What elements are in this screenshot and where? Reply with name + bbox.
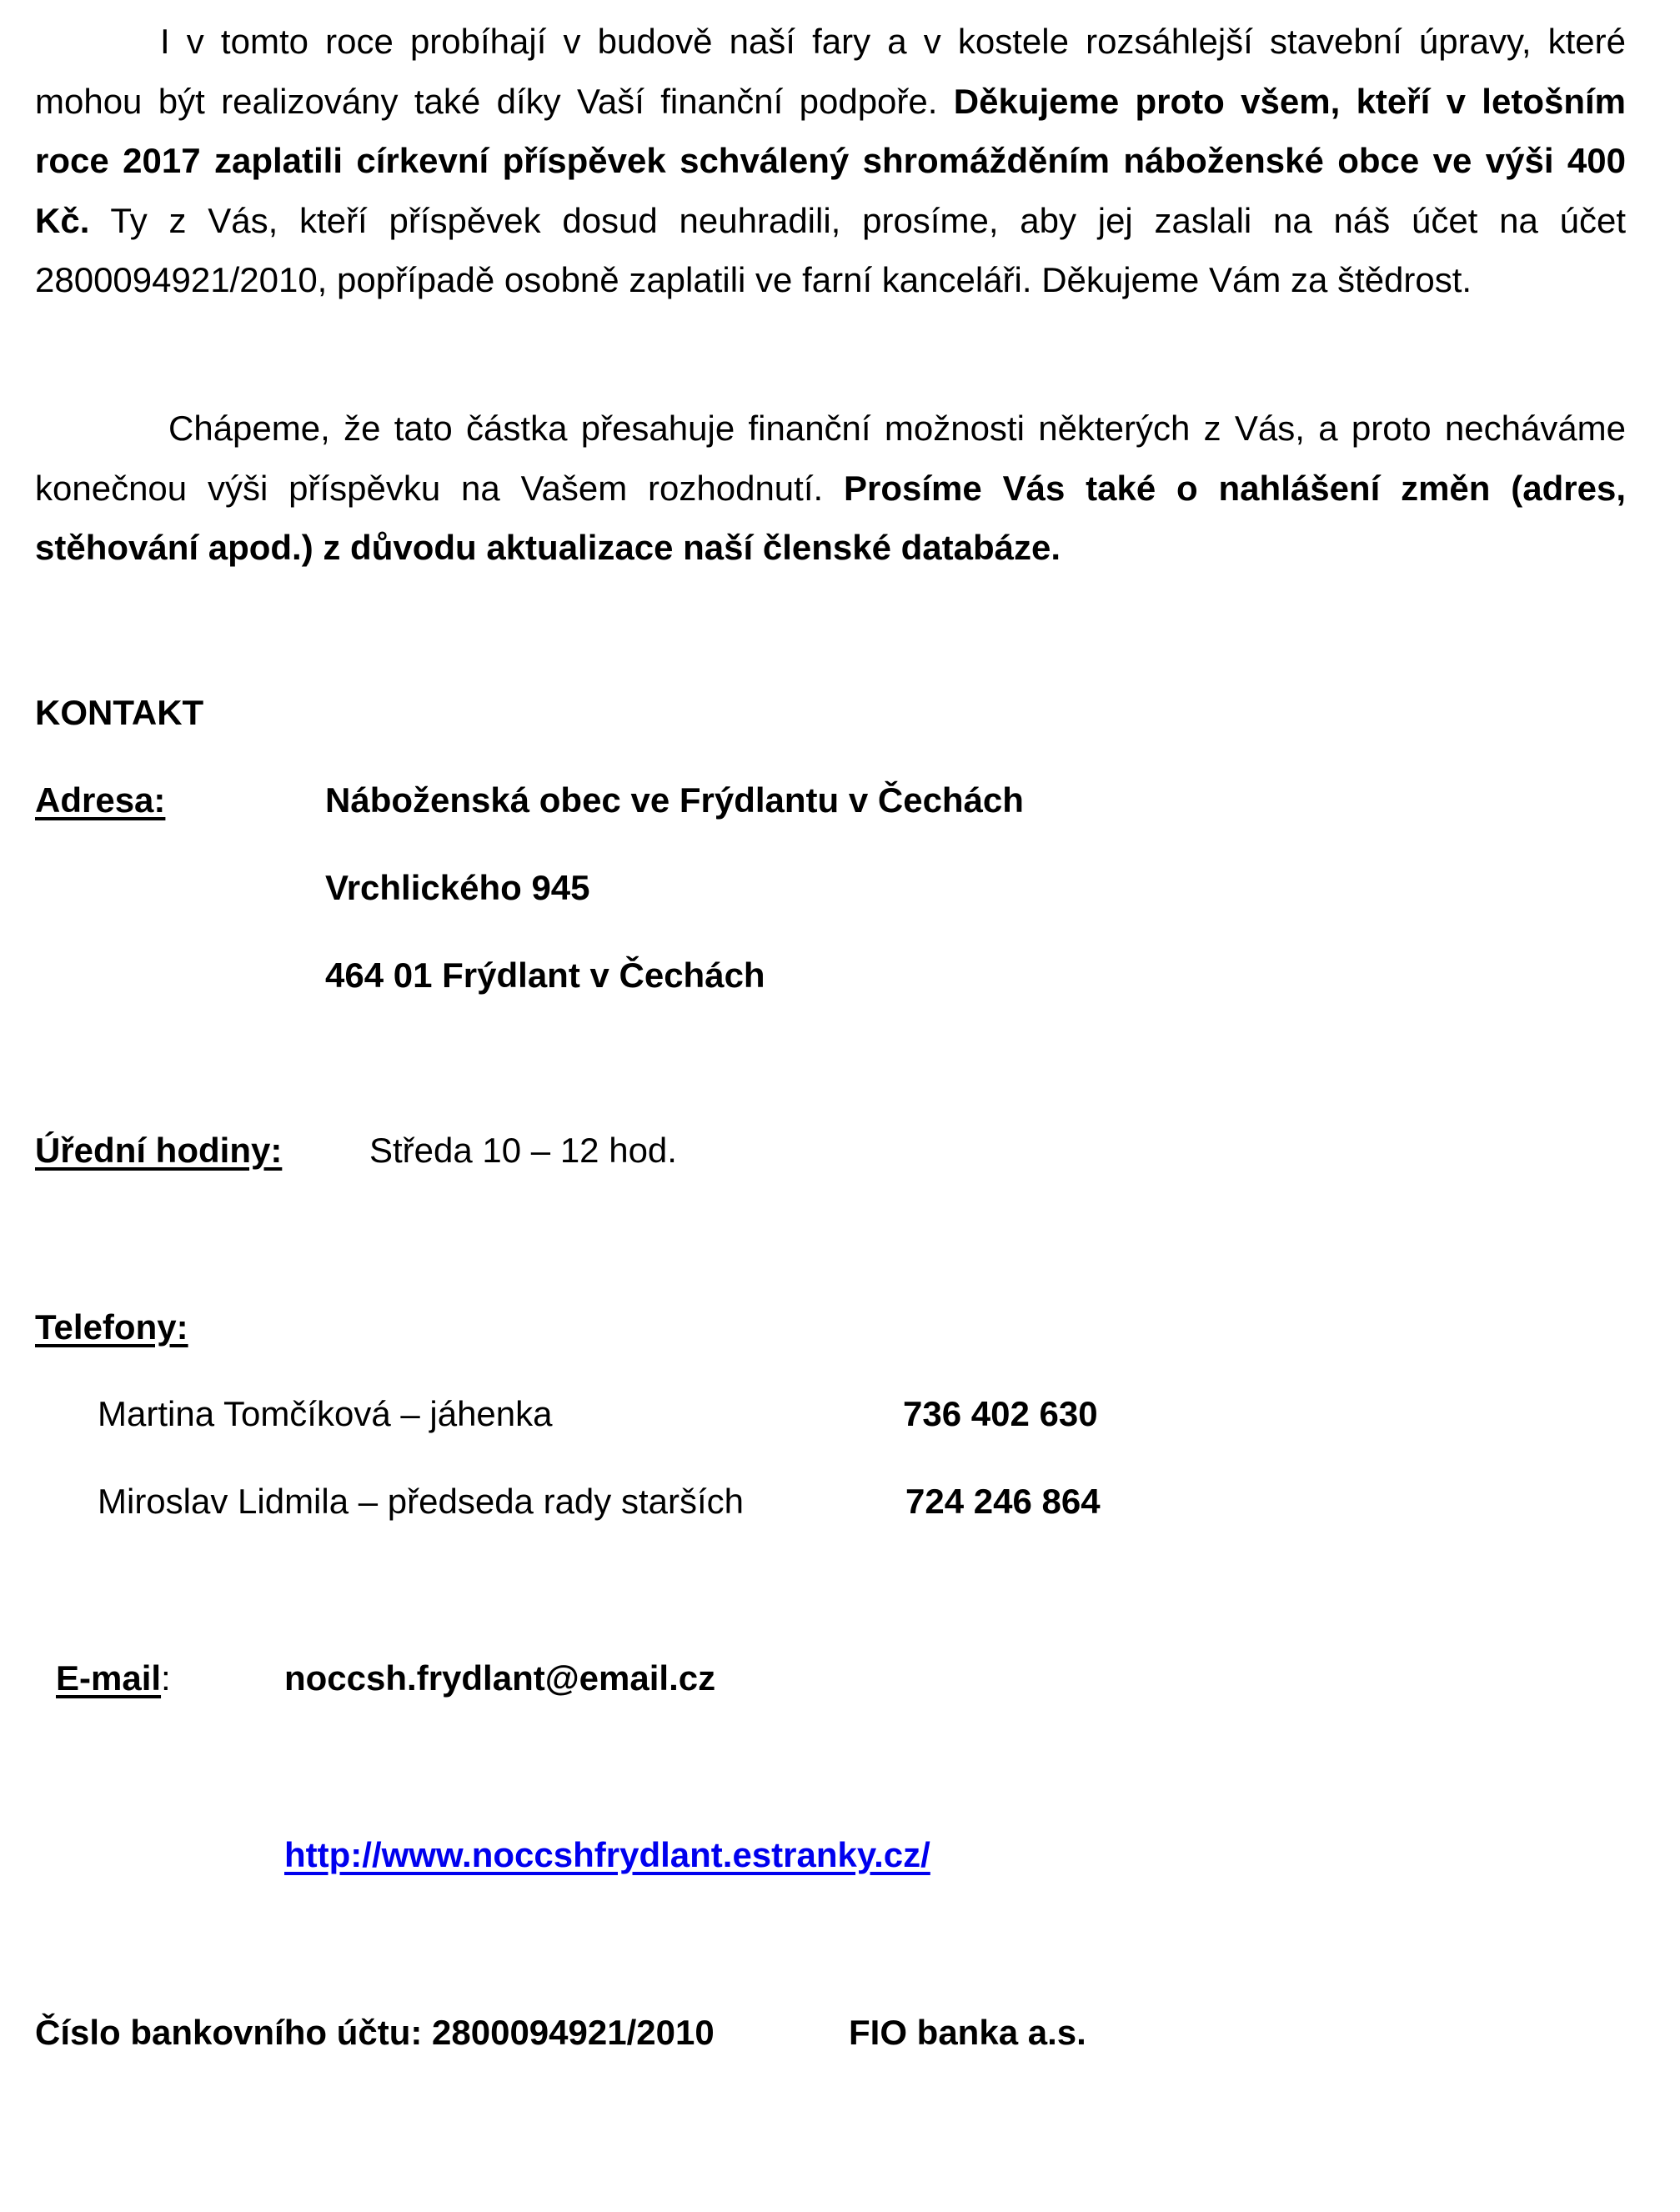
paragraph-donation-request: Ty z Vás, kteří příspěvek dosud neuhradili, prosíme, aby jej zaslali na náš účet na účet 2800094921/2010, popřípadě osobně zaplatili ve farní kanceláři. Děkujeme Vám za štědrost. bbox=[35, 200, 1626, 299]
website-link[interactable]: http://www.noccshfrydlant.estranky.cz/ bbox=[284, 1835, 930, 1874]
email-value: noccsh.frydlant@email.cz bbox=[284, 1658, 716, 1698]
email-label-group bbox=[56, 1653, 171, 1703]
phone-number-1: 736 402 630 bbox=[903, 1394, 1098, 1433]
phone-name-1: Martina Tomčíková – jáhenka bbox=[98, 1394, 553, 1433]
bank-name: FIO banka a.s. bbox=[849, 2013, 1086, 2052]
phone-name-2: Miroslav Lidmila – předseda rady starších bbox=[98, 1482, 744, 1521]
hours-label: Úřední hodiny: bbox=[35, 1131, 283, 1170]
paragraph-amount-text: Chápeme, že tato částka přesahuje finanční možnosti některých z Vás, a proto necháváme konečnou výši příspěvku na Vašem rozhodnutí. bbox=[35, 409, 1626, 508]
paragraph-amount-request: Prosíme Vás také o nahlášení změn (adres, stěhování apod.) z důvodu aktualizace naší členské databáze. bbox=[35, 468, 1627, 567]
address-line-2: Vrchlického 945 bbox=[325, 868, 590, 907]
address-line-3: 464 01 Frýdlant v Čechách bbox=[325, 956, 765, 995]
email-colon: : bbox=[161, 1658, 171, 1698]
address-line-1: Náboženská obec ve Frýdlantu v Čechách bbox=[325, 780, 1024, 820]
paragraph-donation-text: I v tomto roce probíhají v budově naší fary a v kostele rozsáhlejší stavební úpravy, které mohou být realizovány také díky Vaší finanční podpoře. bbox=[35, 22, 1626, 121]
hours-value: Středa 10 – 12 hod. bbox=[369, 1131, 677, 1170]
paragraph-donation bbox=[35, 12, 1626, 310]
contact-heading: KONTAKT bbox=[35, 693, 204, 732]
address-label: Adresa: bbox=[35, 780, 166, 820]
paragraph-donation-thanks: Děkujeme proto všem, kteří v letošním roce 2017 zaplatili církevní příspěvek schválený shromážděním náboženské obce ve výši 400 Kč. bbox=[35, 81, 1627, 240]
email-label: E-mail bbox=[56, 1658, 162, 1698]
phones-label: Telefony: bbox=[35, 1307, 188, 1347]
bank-account-label: Číslo bankovního účtu: 2800094921/2010 bbox=[35, 2013, 715, 2052]
phone-number-2: 724 246 864 bbox=[905, 1482, 1101, 1521]
paragraph-amount bbox=[35, 399, 1626, 578]
